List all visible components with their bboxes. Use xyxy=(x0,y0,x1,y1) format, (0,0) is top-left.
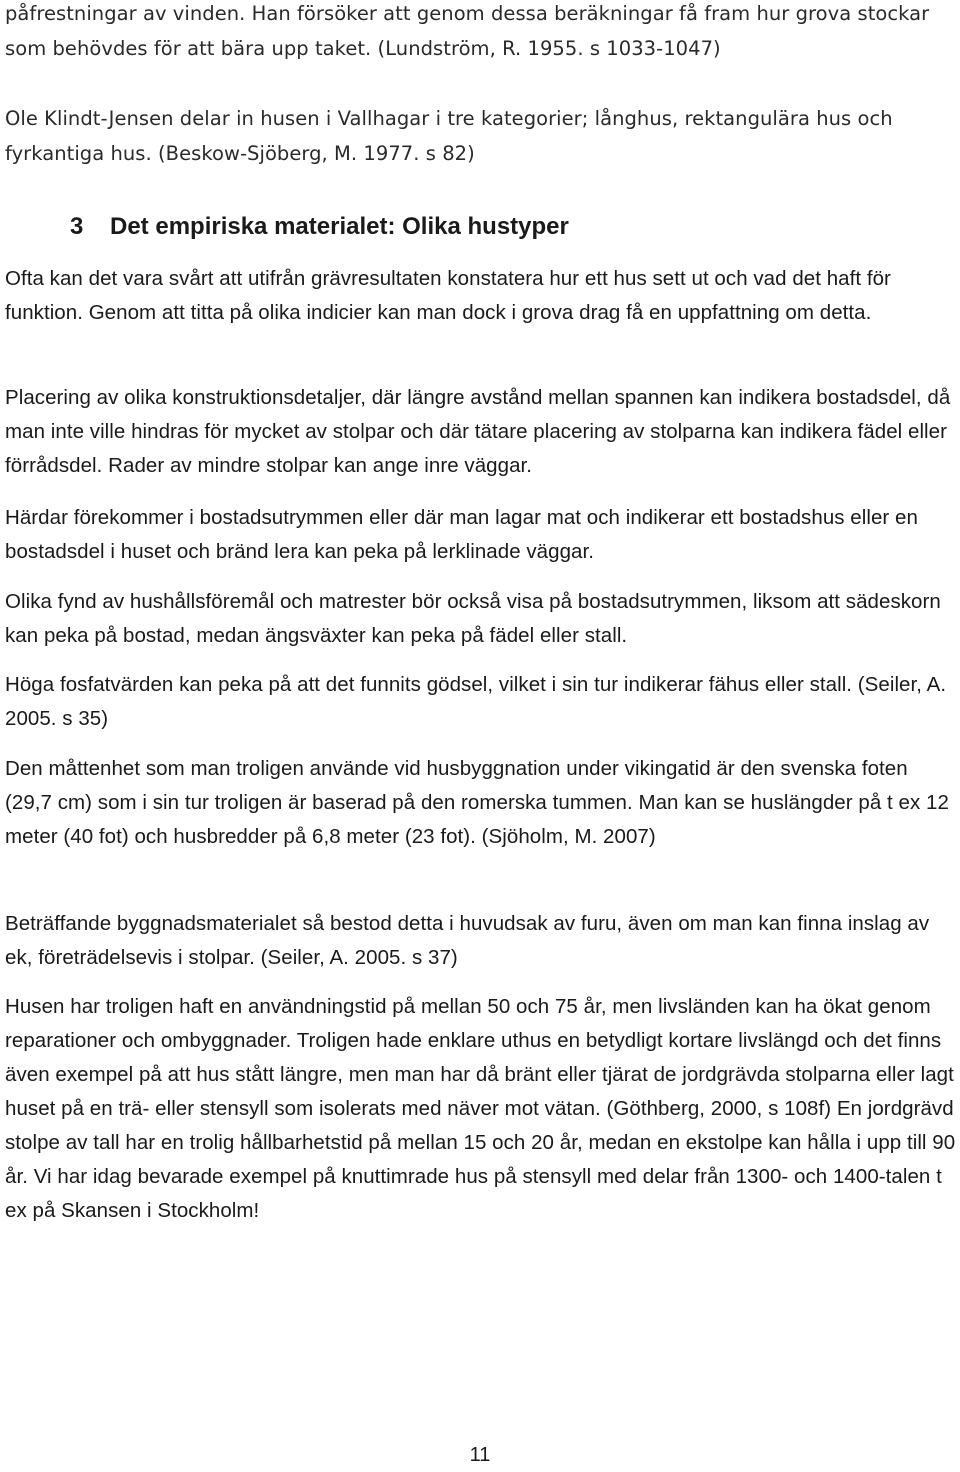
paragraph-fosfatvarden: Höga fosfatvärden kan peka på att det funnits gödsel, vilket i sin tur indikerar fähus eller stall. (Seiler, A. 2005. s 35) xyxy=(5,673,947,730)
section-number: 3 xyxy=(70,213,84,240)
paragraph-hardar: Härdar förekommer i bostadsutrymmen eller där man lagar mat och indikerar ett bostadshus eller en bostadsdel i huset och bränd lera kan peka på lerklinade väggar. xyxy=(5,506,918,563)
paragraph-hushallsforemal: Olika fynd av hushållsföremål och matrester bör också visa på bostadsutrymmen, liksom att sädeskorn kan peka på bostad, medan ängsväxter kan peka på fädel eller stall. xyxy=(5,590,941,647)
paragraph-anvandningstid: Husen har troligen haft en användningstid på mellan 50 och 75 år, men livsländen kan ha ökat genom reparationer och ombyggnader. Troligen hade enklare uthus en betydligt kortare livslängd och det finns även exempel på att hus stått längre, men man har då bränt eller tjärat de jordgrävda stolparna eller lagt huset på en trä- eller stensyll som isolerats med näver mot vätan. (Göthberg, 2000, s 108f) En jordgrävd stolpe av tall har en trolig hållbarhetstid på mellan 15 och 20 år, medan en ekstolpe kan hålla i upp till 90 år. Vi har idag bevarade exempel på knuttimrade hus på stensyll med delar från 1300- och 1400-talen t ex på Skansen i Stockholm! xyxy=(5,995,956,1222)
paragraph-byggnadsmaterial: Beträffande byggnadsmaterialet så bestod detta i huvudsak av furu, även om man kan finna inslag av ek, företrädelsevis i stolpar. (Seiler, A. 2005. s 37) xyxy=(5,912,930,969)
paragraph-gravresultat: Ofta kan det vara svårt att utifrån grävresultaten konstatera hur ett hus sett ut och vad det haft för funktion. Genom att titta på olika indicier kan man dock i grova drag få en uppfattning om detta. xyxy=(5,267,891,324)
section-title: Det empiriska materialet: Olika hustyper xyxy=(110,213,569,240)
paragraph-konstruktionsdetaljer: Placering av olika konstruktionsdetaljer, där längre avstånd mellan spannen kan indikera bostadsdel, då man inte ville hindras för mycket av stolpar och där tätare placering av stolparna kan indikera fädel eller förrådsdel. Rader av mindre stolpar kan ange inre väggar. xyxy=(5,386,951,477)
section-heading xyxy=(70,210,569,244)
paragraph-mattenhet: Den måttenhet som man troligen använde vid husbyggnation under vikingatid är den svenska foten (29,7 cm) som i sin tur troligen är baserad på den romerska tummen. Man kan se huslängder på t ex 12 meter (40 fot) och husbredder på 6,8 meter (23 fot). (Sjöholm, M. 2007) xyxy=(5,757,949,848)
page-number: 11 xyxy=(469,1444,491,1466)
paragraph-vallhagar-kategorier: Ole Klindt-Jensen delar in husen i Vallhagar i tre kategorier; långhus, rektangulära hus och fyrkantiga hus. (Beskow-Sjöberg, M. 1977. s 82) xyxy=(5,107,893,165)
paragraph-vind-berakningar: påfrestningar av vinden. Han försöker att genom dessa beräkningar få fram hur grova stockar som behövdes för att bära upp taket. (Lundström, R. 1955. s 1033-1047) xyxy=(5,2,930,60)
